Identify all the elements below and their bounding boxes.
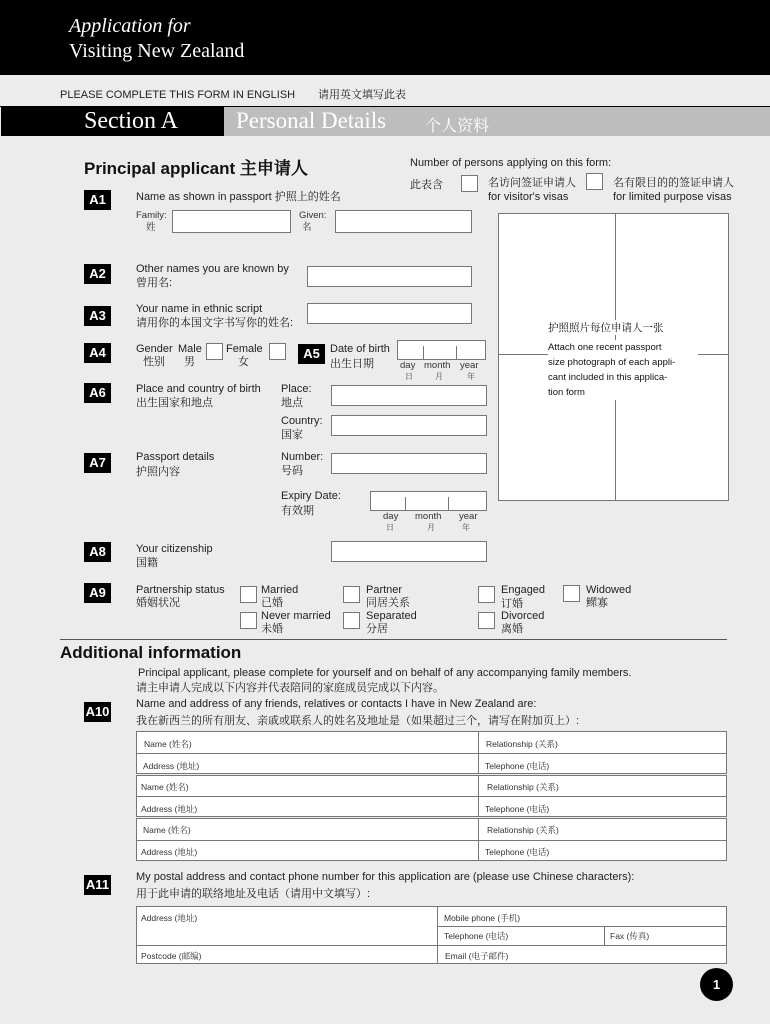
- a10-label: Name and address of any friends, relatives or contacts I have in New Zealand are:: [136, 698, 537, 710]
- contact-1-address: Address (地址): [143, 761, 200, 771]
- expiry-year-zh: 年: [462, 523, 470, 532]
- ethnic-name-field[interactable]: [307, 303, 472, 324]
- contact-1-relationship: Relationship (关系): [486, 739, 558, 749]
- visitor-count-box[interactable]: [461, 175, 478, 192]
- partner-zh: 同居关系: [366, 597, 410, 609]
- female-checkbox[interactable]: [269, 343, 286, 360]
- passport-number-field[interactable]: [331, 453, 487, 474]
- additional-title: Additional information: [60, 643, 242, 662]
- postal-fax-divider: [604, 926, 605, 945]
- a5-label: Date of birth: [330, 343, 390, 355]
- divorced-label: Divorced: [501, 610, 545, 622]
- never-married-label: Never married: [261, 610, 331, 622]
- photo-note-zh: 护照照片每位申请人一张: [548, 322, 664, 334]
- persons-title: Number of persons applying on this form:: [410, 157, 612, 169]
- section-tag: Section A: [84, 108, 178, 134]
- postal-postcode-label: Postcode (邮编): [141, 951, 202, 961]
- a11-label-zh: 用于此申请的联络地址及电话（请用中文填写）:: [136, 888, 371, 900]
- dob-day-zh: 日: [405, 372, 413, 381]
- never-married-zh: 未婚: [261, 623, 283, 635]
- a1-given-label: Given:: [299, 210, 327, 221]
- postal-fax-label: Fax (传真): [610, 931, 650, 941]
- a9-label: Partnership status: [136, 584, 225, 596]
- widowed-checkbox[interactable]: [563, 585, 580, 602]
- contact-3-vdivider: [478, 818, 479, 861]
- limited-count-box[interactable]: [586, 173, 603, 190]
- a11-badge: A11: [84, 875, 111, 895]
- a4-gender-zh: 性别: [143, 356, 165, 368]
- contact-3-telephone: Telephone (电话): [485, 847, 550, 857]
- a4-female: Female: [226, 343, 263, 355]
- expiry-day-zh: 日: [386, 523, 394, 532]
- contact-2-relationship: Relationship (关系): [487, 782, 559, 792]
- section-title: Personal Details: [236, 108, 387, 133]
- dob-divider-2: [456, 346, 457, 360]
- instruction-en: PLEASE COMPLETE THIS FORM IN ENGLISH: [60, 89, 296, 101]
- expiry-divider-2: [448, 497, 449, 511]
- dob-year: year: [460, 360, 479, 371]
- contact-1-divider: [136, 753, 727, 754]
- a8-label-zh: 国籍: [136, 557, 158, 569]
- postal-divider-1: [437, 926, 727, 927]
- expiry-month: month: [415, 511, 442, 522]
- page-number: 1: [700, 968, 733, 1001]
- a8-badge: A8: [84, 542, 111, 562]
- instruction-zh: 请用英文填写此表: [318, 89, 406, 101]
- contact-2-telephone: Telephone (电话): [485, 804, 550, 814]
- header-title-line1: Application for: [69, 15, 191, 37]
- expiry-year: year: [459, 511, 478, 522]
- contact-1-vdivider: [478, 731, 479, 774]
- a7-number-zh: 号码: [281, 465, 303, 477]
- a10-label-zh: 我在新西兰的所有朋友、亲戚或联系人的姓名及地址是（如果超过三个，请写在附加页上）:: [136, 715, 580, 727]
- contact-3-address: Address (地址): [141, 847, 198, 857]
- a6-badge: A6: [84, 383, 111, 403]
- dob-divider-1: [423, 346, 424, 360]
- postal-vdivider: [437, 906, 438, 964]
- a6-place-zh: 地点: [281, 397, 303, 409]
- married-checkbox[interactable]: [240, 586, 257, 603]
- a1-family-zh: 姓: [146, 222, 156, 233]
- contact-3-name: Name (姓名): [143, 825, 191, 835]
- a4-gender: Gender: [136, 343, 173, 355]
- widowed-zh: 鳏寡: [586, 597, 608, 609]
- a4-male: Male: [178, 343, 202, 355]
- section-title-zh: 个人资料: [425, 118, 490, 135]
- photo-note-line4: tion form: [548, 387, 585, 398]
- postal-telephone-label: Telephone (电话): [444, 931, 509, 941]
- given-name-field[interactable]: [335, 210, 472, 233]
- a6-label-zh: 出生国家和地点: [136, 397, 213, 409]
- a2-label: Other names you are known by: [136, 263, 289, 275]
- principal-applicant-title: Principal applicant 主申请人: [84, 159, 308, 178]
- separated-checkbox[interactable]: [343, 612, 360, 629]
- contact-2-name: Name (姓名): [141, 782, 189, 792]
- expiry-month-zh: 月: [427, 523, 435, 532]
- a2-label-zh: 曾用名:: [136, 277, 173, 289]
- engaged-label: Engaged: [501, 584, 546, 596]
- a7-label: Passport details: [136, 451, 215, 463]
- separated-label: Separated: [366, 610, 417, 622]
- photo-note: [548, 340, 698, 400]
- a11-label: My postal address and contact phone number for this application are (please use Chinese characters):: [136, 871, 635, 883]
- widowed-label: Widowed: [586, 584, 632, 596]
- a3-badge: A3: [84, 306, 111, 326]
- expiry-date-field[interactable]: [370, 491, 487, 511]
- a7-expiry: Expiry Date:: [281, 490, 341, 502]
- married-label: Married: [261, 584, 299, 596]
- a2-badge: A2: [84, 264, 111, 284]
- partner-label: Partner: [366, 584, 403, 596]
- engaged-zh: 订婚: [501, 598, 523, 610]
- contact-2-address: Address (地址): [141, 804, 198, 814]
- family-name-field[interactable]: [172, 210, 291, 233]
- a5-badge: A5: [298, 344, 325, 364]
- never-married-checkbox[interactable]: [240, 612, 257, 629]
- birth-place-field[interactable]: [331, 385, 487, 406]
- birth-country-field[interactable]: [331, 415, 487, 436]
- a6-country: Country:: [281, 415, 323, 427]
- a1-family-label: Family:: [136, 210, 167, 221]
- photo-note-line1: Attach one recent passport: [548, 342, 662, 353]
- a4-female-zh: 女: [238, 356, 249, 368]
- photo-note-line2: size photograph of each appli-: [548, 357, 676, 368]
- contact-2-divider: [136, 796, 727, 797]
- divorced-zh: 离婚: [501, 623, 523, 635]
- contact-1-name: Name (姓名): [144, 739, 192, 749]
- expiry-day: day: [383, 511, 399, 522]
- divorced-checkbox[interactable]: [478, 612, 495, 629]
- photo-note-line3: cant included in this applica-: [548, 372, 668, 383]
- postal-email-label: Email (电子邮件): [445, 951, 509, 961]
- a7-expiry-zh: 有效期: [281, 505, 314, 517]
- postal-address-label: Address (地址): [141, 913, 198, 923]
- other-names-field[interactable]: [307, 266, 472, 287]
- contact-3-divider: [136, 840, 727, 841]
- limited-en: for limited purpose visas: [613, 191, 732, 203]
- postal-divider-2: [136, 945, 727, 946]
- a6-place: Place:: [281, 383, 312, 395]
- partner-checkbox[interactable]: [343, 586, 360, 603]
- a7-label-zh: 护照内容: [136, 466, 180, 478]
- contact-2-vdivider: [478, 775, 479, 817]
- a3-label-zh: 请用你的本国文字书写你的姓名:: [136, 317, 294, 329]
- a7-number: Number:: [281, 451, 324, 463]
- dob-year-zh: 年: [467, 372, 475, 381]
- contact-3-relationship: Relationship (关系): [487, 825, 559, 835]
- dob-field[interactable]: [397, 340, 486, 360]
- a1-given-zh: 名: [302, 222, 312, 233]
- a1-label: Name as shown in passport 护照上的姓名: [136, 191, 341, 203]
- a4-male-zh: 男: [184, 356, 195, 368]
- contact-1-telephone: Telephone (电话): [485, 761, 550, 771]
- engaged-checkbox[interactable]: [478, 586, 495, 603]
- expiry-divider-1: [405, 497, 406, 511]
- a3-label: Your name in ethnic script: [136, 303, 263, 315]
- a1-badge: A1: [84, 190, 111, 210]
- header-title-line2: Visiting New Zealand: [69, 40, 245, 62]
- male-checkbox[interactable]: [206, 343, 223, 360]
- a9-badge: A9: [84, 583, 111, 603]
- visitor-en: for visitor's visas: [488, 191, 569, 203]
- visitor-zh: 名访问签证申请人: [488, 177, 576, 189]
- a10-intro-zh: 请主申请人完成以下内容并代表陪同的家庭成员完成以下内容。: [136, 682, 444, 694]
- additional-rule: [60, 639, 727, 640]
- postal-mobile-label: Mobile phone (手机): [444, 913, 521, 923]
- dob-day: day: [400, 360, 416, 371]
- a6-country-zh: 国家: [281, 429, 303, 441]
- citizenship-field[interactable]: [331, 541, 487, 562]
- a6-label: Place and country of birth: [136, 383, 261, 395]
- a5-label-zh: 出生日期: [330, 358, 374, 370]
- separated-zh: 分居: [366, 623, 388, 635]
- a9-label-zh: 婚姻状况: [136, 597, 180, 609]
- limited-zh: 名有限目的的签证申请人: [613, 177, 734, 189]
- a8-label: Your citizenship: [136, 543, 213, 555]
- married-zh: 已婚: [261, 597, 283, 609]
- a4-badge: A4: [84, 343, 111, 363]
- a7-badge: A7: [84, 453, 111, 473]
- dob-month-zh: 月: [435, 372, 443, 381]
- a10-intro: Principal applicant, please complete for yourself and on behalf of any accompanying family members.: [138, 667, 632, 679]
- persons-zh: 此表含: [410, 179, 443, 191]
- a10-badge: A10: [84, 702, 111, 722]
- dob-month: month: [424, 360, 451, 371]
